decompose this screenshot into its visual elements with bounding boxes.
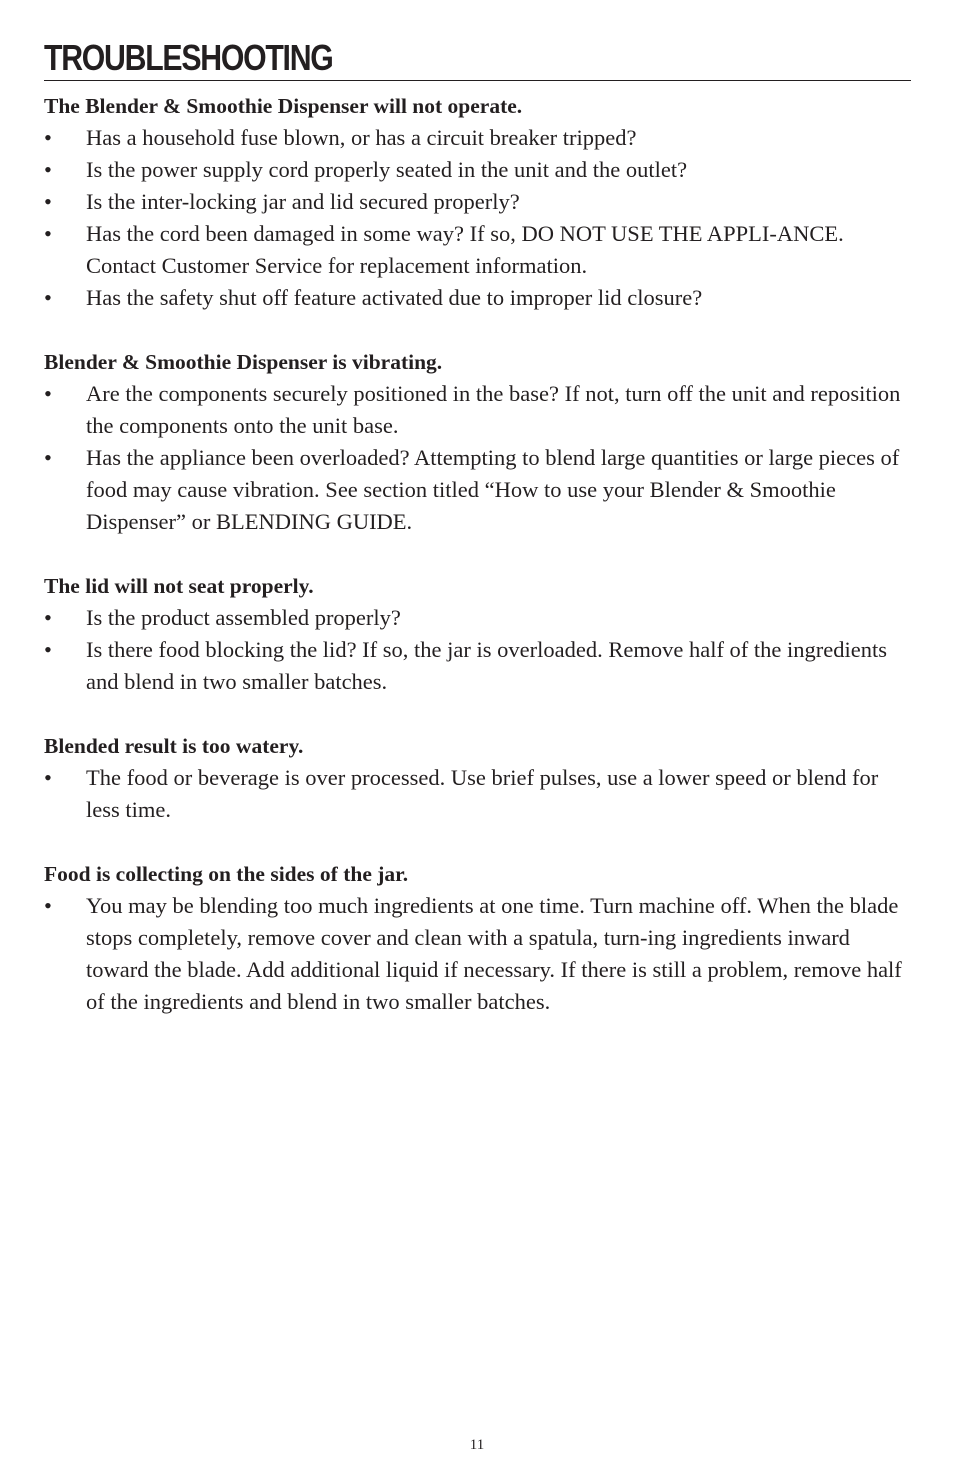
section-heading: Food is collecting on the sides of the jar. (44, 862, 409, 886)
list-item-text: Has the cord been damaged in some way? If so, DO NOT USE THE APPLI-ANCE. Contact Customer Service for replacement information. (86, 221, 844, 278)
document-page (44, 38, 911, 1018)
list-item (44, 154, 911, 186)
section-will-not-operate (44, 90, 911, 314)
list-item (44, 762, 911, 826)
title-divider (44, 80, 911, 81)
list-item (44, 282, 911, 314)
section-heading: Blender & Smoothie Dispenser is vibrating. (44, 350, 443, 374)
list-item-text: Is there food blocking the lid? If so, the jar is overloaded. Remove half of the ingredients and blend in two smaller batches. (86, 637, 888, 694)
list-item-text: You may be blending too much ingredients at one time. Turn machine off. When the blade stops completely, remove cover and clean with a spatula, turn-ing ingredients inward toward the blade. Add additional liquid if necessary. If there is still a problem, remove half of the ingredients and blend in two smaller batches. (86, 893, 902, 1014)
section-item-list (44, 762, 911, 826)
bullet-glyph: • (44, 605, 52, 630)
list-item (44, 218, 911, 282)
list-item (44, 122, 911, 154)
list-item (44, 442, 911, 538)
bullet-glyph: • (44, 445, 52, 470)
list-item-text: The food or beverage is over processed. Use brief pulses, use a lower speed or blend for less time. (86, 765, 879, 822)
bullet-glyph: • (44, 893, 52, 918)
list-item-text: Is the inter-locking jar and lid secured properly? (86, 189, 520, 214)
section-item-list (44, 378, 911, 538)
bullet-glyph: • (44, 285, 52, 310)
bullet-glyph: • (44, 157, 52, 182)
bullet-glyph: • (44, 765, 52, 790)
list-item (44, 890, 911, 1018)
bullet-glyph: • (44, 221, 52, 246)
list-item-text: Are the components securely positioned in the base? If not, turn off the unit and reposition the components onto the unit base. (86, 381, 901, 438)
section-lid-not-seating (44, 570, 911, 698)
section-item-list (44, 122, 911, 314)
list-item-text: Has the appliance been overloaded? Attempting to blend large quantities or large pieces of food may cause vibration. See section titled “How to use your Blender & Smoothie Dispenser” or BLENDING GUIDE. (86, 445, 900, 534)
list-item (44, 634, 911, 698)
troubleshooting-sections (44, 90, 911, 1018)
section-too-watery (44, 730, 911, 826)
bullet-glyph: • (44, 189, 52, 214)
list-item (44, 186, 911, 218)
page-title: TROUBLESHOOTING (44, 37, 333, 78)
list-item-text: Is the power supply cord properly seated in the unit and the outlet? (86, 157, 688, 182)
section-vibrating (44, 346, 911, 538)
list-item-text: Is the product assembled properly? (86, 605, 401, 630)
bullet-glyph: • (44, 381, 52, 406)
list-item-text: Has the safety shut off feature activated due to improper lid closure? (86, 285, 703, 310)
list-item (44, 378, 911, 442)
page-number: 11 (469, 1437, 485, 1453)
bullet-glyph: • (44, 637, 52, 662)
section-food-collecting (44, 858, 911, 1018)
section-item-list (44, 890, 911, 1018)
section-item-list (44, 602, 911, 698)
list-item-text: Has a household fuse blown, or has a circuit breaker tripped? (86, 125, 637, 150)
section-heading: The lid will not seat properly. (44, 574, 314, 598)
section-heading: Blended result is too watery. (44, 734, 304, 758)
list-item (44, 602, 911, 634)
bullet-glyph: • (44, 125, 52, 150)
section-heading: The Blender & Smoothie Dispenser will not operate. (44, 94, 523, 118)
